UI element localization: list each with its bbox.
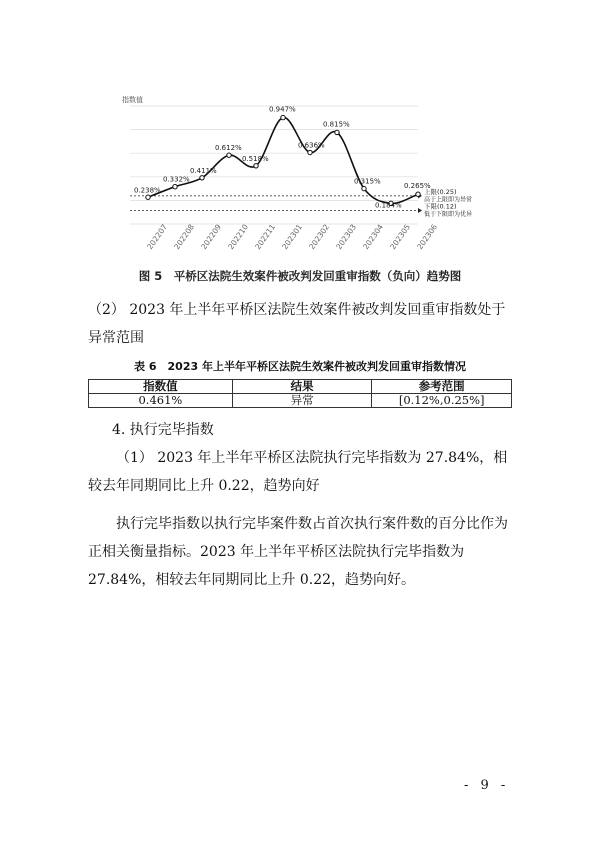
heading-4: 4. 执行完毕指数 xyxy=(112,422,214,438)
data-point xyxy=(227,153,231,157)
y-axis-label: 指数值 xyxy=(122,96,143,104)
data-point xyxy=(308,150,312,154)
table-cell: 异常 xyxy=(232,394,372,408)
data-point xyxy=(200,176,204,180)
data-label: 0.332% xyxy=(163,175,190,184)
x-tick-label: 202304 xyxy=(361,222,386,252)
table-row xyxy=(89,394,512,408)
reference-note: 高于上限即为异常 xyxy=(424,196,473,204)
data-point xyxy=(281,115,285,119)
x-tick-label: 202305 xyxy=(388,222,413,252)
table-header-row xyxy=(89,380,512,394)
x-tick-label: 202211 xyxy=(253,222,278,252)
data-point xyxy=(416,192,420,196)
chart-svg xyxy=(118,92,498,252)
table-cell: 0.461% xyxy=(89,394,233,408)
reference-label: 下限(0.12) xyxy=(424,202,457,211)
series-line xyxy=(148,117,418,203)
table-caption: 表 6 2023 年上半年平桥区法院生效案件被改判发回重审指数情况 xyxy=(134,360,466,373)
reference-note: 低于下限即为优异 xyxy=(424,211,473,219)
table-header-cell: 指数值 xyxy=(89,380,233,394)
figure-caption: 图 5 平桥区法院生效案件被改判发回重审指数（负向）趋势图 xyxy=(138,269,462,283)
data-label: 0.184% xyxy=(375,201,402,210)
page-number: - 9 - xyxy=(464,778,510,793)
x-tick-label: 202306 xyxy=(415,222,440,252)
data-point xyxy=(335,130,339,134)
x-tick-label: 202207 xyxy=(145,222,170,252)
trend-chart xyxy=(118,92,498,252)
table-header-cell: 结果 xyxy=(232,380,372,394)
data-label: 0.411% xyxy=(190,166,217,175)
table-header-cell: 参考范围 xyxy=(372,380,512,394)
reference-lines xyxy=(130,187,472,218)
data-point xyxy=(146,195,150,199)
data-label: 0.315% xyxy=(354,177,381,186)
reference-label: 上限(0.25) xyxy=(424,187,457,196)
x-tick-label: 202208 xyxy=(172,222,197,252)
data-label: 0.238% xyxy=(134,186,161,195)
x-tick-labels xyxy=(145,222,439,251)
data-label: 0.947% xyxy=(269,105,296,114)
sub-heading: （1） 2023 年上半年平桥区法院执行完毕指数为 27.84%，相较去年同期同比上升 0.22，趋势向好 xyxy=(88,450,508,494)
table-cell: [0.12%,0.25%] xyxy=(372,394,512,408)
section-heading: （2） 2023 年上半年平桥区法院生效案件被改判发回重审指数处于异常范围 xyxy=(88,302,506,346)
reference-arrow xyxy=(418,208,422,213)
data-point xyxy=(254,164,258,168)
x-tick-label: 202210 xyxy=(226,222,251,252)
x-tick-label: 202302 xyxy=(307,222,332,252)
data-label: 0.265% xyxy=(404,182,431,191)
data-points xyxy=(134,106,431,210)
data-label: 0.518% xyxy=(242,154,269,163)
data-point xyxy=(362,186,366,190)
data-point xyxy=(173,184,177,188)
body-paragraph: 执行完毕指数以执行完毕案件数占首次执行案件数的百分比作为正相关衡量指标。2023 年上半年平桥区法院执行完毕指数为 27.84%，相较去年同期同比上升 0.22，趋势向好。 xyxy=(88,516,508,588)
data-label: 0.815% xyxy=(323,120,350,129)
x-tick-label: 202209 xyxy=(199,222,224,252)
x-tick-label: 202303 xyxy=(334,222,359,252)
data-label: 0.612% xyxy=(215,144,242,153)
x-tick-label: 202301 xyxy=(280,222,305,252)
result-table xyxy=(88,379,512,408)
data-label: 0.636% xyxy=(298,141,325,150)
